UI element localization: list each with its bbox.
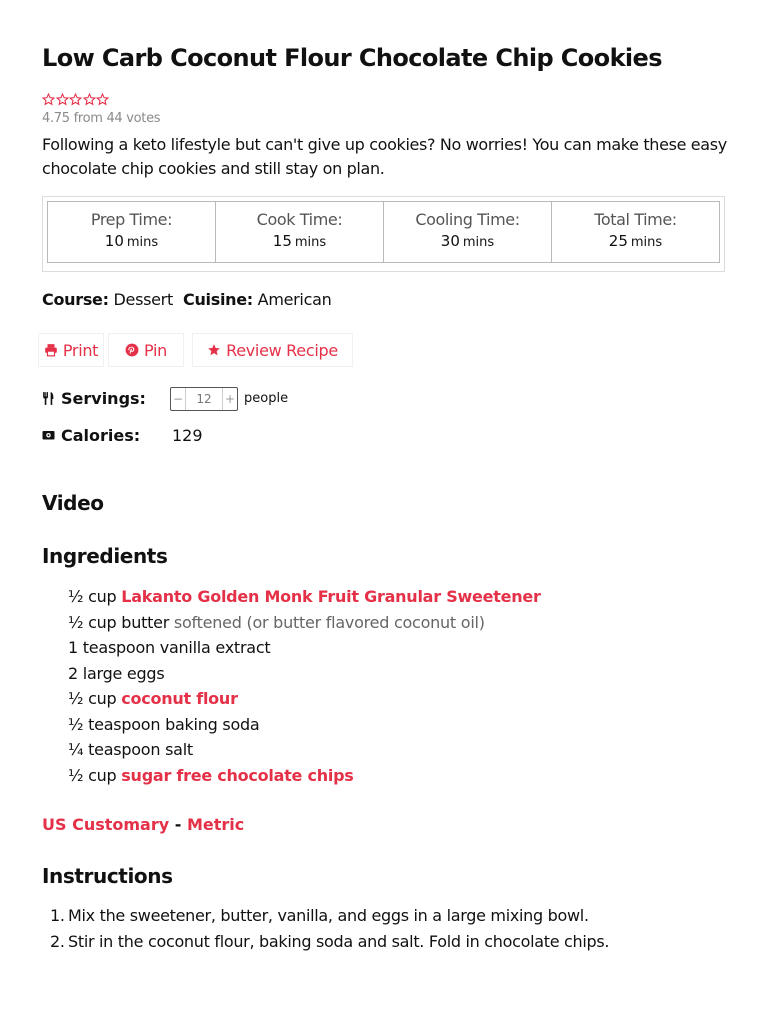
ingredient-amount: ¼ teaspoon <box>68 740 161 759</box>
cuisine-meta <box>183 290 331 309</box>
ingredient-item <box>68 663 541 689</box>
ingredient-link[interactable]: coconut flour <box>121 689 238 708</box>
servings-unit: people <box>244 391 289 406</box>
times-container <box>42 196 725 272</box>
ingredient-item <box>68 714 541 740</box>
time-unit: mins <box>462 235 495 250</box>
calories-label: Calories: <box>61 426 141 445</box>
servings-row-label <box>42 389 146 408</box>
ingredient-amount: ½ teaspoon <box>68 714 161 734</box>
ingredient-amount: ½ cup <box>68 765 117 785</box>
increment-button[interactable]: + <box>224 392 236 406</box>
ingredients-heading: Ingredients <box>42 544 168 568</box>
ingredient-item <box>68 739 541 765</box>
ingredient-item <box>68 765 541 791</box>
cuisine-label: Cuisine: <box>183 290 253 309</box>
time-number: 15 <box>272 232 292 250</box>
ingredient-amount: ½ cup <box>68 689 117 708</box>
step-text: Mix the sweetener, butter, vanilla, and eggs in a large mixing bowl. <box>68 906 589 925</box>
rating-stars[interactable] <box>42 93 110 106</box>
calories-value: 129 <box>172 426 203 445</box>
star-icon <box>207 343 221 357</box>
servings-label: Servings: <box>61 389 146 408</box>
time-label: Cooling Time: <box>415 210 520 229</box>
recipe-summary: Following a keto lifestyle but can't give up cookies? No worries! You can make these easy chocolate chip cookies and still stay on plan. <box>42 135 727 178</box>
ingredient-name: large eggs <box>82 663 165 683</box>
time-value <box>384 232 551 250</box>
ingredient-amount: 2 <box>68 663 78 683</box>
ingredient-link[interactable]: sugar free chocolate chips <box>121 765 354 785</box>
ingredient-name: salt <box>165 740 193 759</box>
time-value <box>216 232 383 250</box>
instruction-step <box>50 931 609 957</box>
pinterest-icon <box>125 343 139 357</box>
instructions-heading: Instructions <box>42 864 173 888</box>
servings-input[interactable] <box>185 388 223 410</box>
unit-system-toggle <box>42 815 244 834</box>
star-outline-icon[interactable] <box>42 93 55 106</box>
ingredient-item <box>68 637 541 663</box>
cook-time <box>216 202 384 262</box>
time-label: Prep Time: <box>90 210 173 229</box>
time-unit: mins <box>294 235 327 250</box>
ingredient-item <box>68 586 541 612</box>
time-number: 25 <box>608 232 628 250</box>
fork-knife-icon <box>42 391 55 406</box>
star-outline-icon[interactable] <box>83 93 96 106</box>
instructions-list <box>50 905 609 957</box>
ingredients-list <box>68 586 541 790</box>
cuisine-value: American <box>257 290 332 309</box>
time-unit: mins <box>630 235 663 250</box>
star-outline-icon[interactable] <box>69 93 82 106</box>
ingredient-amount: 1 teaspoon <box>68 638 155 657</box>
ingredient-item <box>68 612 541 638</box>
course-value: Dessert <box>113 290 173 309</box>
rating-summary: 4.75 from 44 votes <box>42 111 161 126</box>
time-number: 10 <box>104 232 124 250</box>
unit-separator: - <box>174 815 182 834</box>
time-label: Cook Time: <box>256 210 343 229</box>
print-button[interactable] <box>38 333 104 367</box>
ingredient-amount: ½ cup <box>68 587 117 606</box>
ingredient-name: baking soda <box>165 714 260 734</box>
pin-label: Pin <box>144 340 167 360</box>
instruction-step <box>50 905 609 931</box>
star-outline-icon[interactable] <box>56 93 69 106</box>
printer-icon <box>44 343 58 357</box>
time-label: Total Time: <box>594 210 677 229</box>
decrement-button[interactable]: − <box>172 392 184 406</box>
ingredient-link[interactable]: Lakanto Golden Monk Fruit Granular Sweetener <box>121 587 541 606</box>
course-meta <box>42 290 173 309</box>
cooling-time <box>384 202 552 262</box>
ingredient-name: butter <box>121 612 170 632</box>
review-label: Review Recipe <box>226 340 338 360</box>
prep-time <box>48 202 216 262</box>
ingredient-item <box>68 688 541 714</box>
pin-button[interactable] <box>108 333 184 367</box>
servings-stepper[interactable] <box>170 387 238 411</box>
step-number: 1. <box>50 906 65 925</box>
ingredient-note: softened (or butter flavored coconut oil) <box>173 612 485 632</box>
print-label: Print <box>62 340 99 360</box>
ingredient-name: vanilla extract <box>159 638 271 657</box>
us-customary-link[interactable]: US Customary <box>42 815 170 834</box>
time-value <box>552 232 719 250</box>
step-number: 2. <box>50 932 65 951</box>
total-time <box>552 202 719 262</box>
recipe-title: Low Carb Coconut Flour Chocolate Chip Cookies <box>42 44 662 72</box>
video-heading: Video <box>42 491 104 515</box>
course-label: Course: <box>42 290 109 309</box>
time-unit: mins <box>126 235 159 250</box>
star-outline-icon[interactable] <box>96 93 109 106</box>
time-value <box>48 232 215 250</box>
calories-icon <box>42 430 55 441</box>
ingredient-amount: ½ cup <box>68 612 117 632</box>
times-table <box>47 201 720 263</box>
review-recipe-button[interactable] <box>192 333 353 367</box>
metric-link[interactable]: Metric <box>186 815 245 834</box>
calories-row-label <box>42 426 140 445</box>
step-text: Stir in the coconut flour, baking soda and salt. Fold in chocolate chips. <box>68 932 610 951</box>
time-number: 30 <box>440 232 460 250</box>
